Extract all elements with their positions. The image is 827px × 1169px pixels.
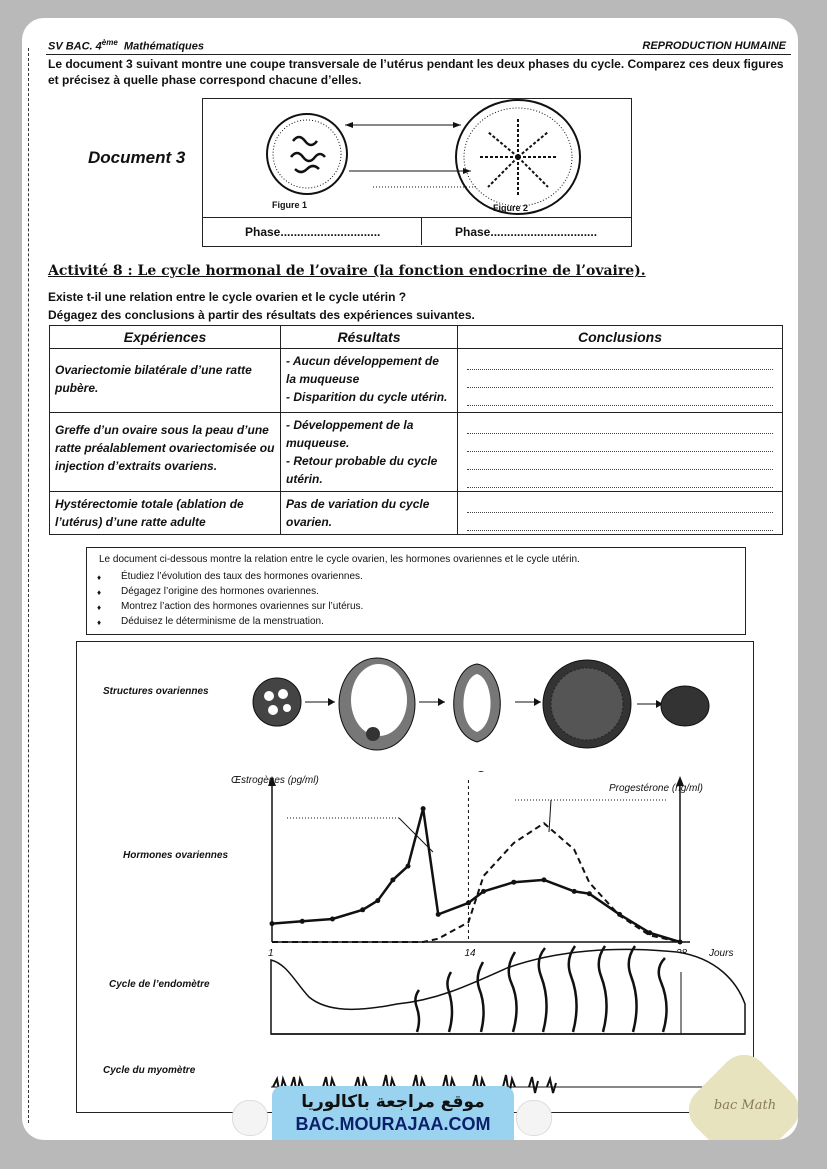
conclusion-cell[interactable] bbox=[458, 349, 783, 413]
ovarian-structures-drawing bbox=[77, 642, 753, 772]
header-course: SV BAC. 4ème Mathématiques bbox=[48, 38, 204, 53]
phase-figure2: Phase................................ bbox=[455, 225, 598, 239]
conclusion-cell[interactable] bbox=[458, 413, 783, 492]
site-name-arabic: موقع مراجعة باكالوريا bbox=[301, 1092, 485, 1112]
header-chapter: REPRODUCTION HUMAINE bbox=[642, 40, 786, 52]
series-line-oestrogens bbox=[272, 809, 680, 942]
experience-cell: Ovariectomie bilatérale d’une ratte pubère. bbox=[50, 349, 281, 413]
data-point-oestrogens bbox=[330, 917, 335, 922]
bac-math-badge-text: bac Math bbox=[713, 1098, 777, 1113]
y-axis-label-oestrogens: Œstrogènes (pg/ml) bbox=[231, 775, 319, 786]
row-label-endometre: Cycle de l’endomètre bbox=[109, 979, 210, 990]
uterus-sections-figure bbox=[203, 99, 631, 217]
document3-title: Document 3 bbox=[88, 148, 186, 167]
margin-dashed-line bbox=[28, 48, 29, 1123]
experience-cell: Hystérectomie totale (ablation de l’utérus) d’une ratte adulte bbox=[50, 492, 281, 535]
conclusion-cell[interactable] bbox=[458, 492, 783, 535]
results-cell: - Développement de la muqueuse. - Retour probable du cycle utérin. bbox=[281, 413, 458, 492]
table-header-row bbox=[50, 326, 783, 349]
row-label-myometre: Cycle du myomètre bbox=[103, 1065, 196, 1076]
bullet: ♦ bbox=[97, 573, 102, 582]
question-conclusions: Dégagez des conclusions à partir des résultats des expériences suivantes. bbox=[48, 308, 475, 322]
bullet: ♦ bbox=[97, 603, 102, 612]
ovarian-cycle-figure bbox=[76, 641, 754, 1113]
pointer-progesterone bbox=[549, 800, 551, 832]
site-logo-right bbox=[516, 1100, 552, 1136]
data-point-oestrogens bbox=[436, 912, 441, 917]
graafian-follicle bbox=[339, 658, 415, 750]
x-tick-label: 1 bbox=[268, 948, 274, 959]
header-resultats: Résultats bbox=[281, 326, 458, 349]
bullet: ♦ bbox=[97, 588, 102, 597]
site-banner[interactable] bbox=[272, 1086, 514, 1140]
row-label-hormones: Hormones ovariennes bbox=[123, 850, 229, 861]
experiments-table bbox=[49, 325, 783, 535]
ovulating-follicle bbox=[454, 664, 501, 772]
table-row bbox=[50, 413, 783, 492]
worksheet-page bbox=[22, 18, 798, 1140]
intro-text: Le document 3 suivant montre une coupe transversale de l’utérus pendant les deux phases du cycle. Comparez ces deux figures et précisez à quelle phase correspond chacune d’elles. bbox=[48, 57, 784, 87]
header-divider bbox=[46, 54, 791, 55]
primary-follicle bbox=[253, 678, 301, 726]
data-point-oestrogens bbox=[406, 864, 411, 869]
row-label-structures: Structures ovariennes bbox=[103, 686, 209, 697]
figure2-label: Figure 2 bbox=[493, 203, 529, 213]
regressing-corpus-luteum bbox=[661, 686, 709, 726]
phase-figure1: Phase.............................. bbox=[245, 225, 381, 239]
x-axis-unit: Jours bbox=[709, 948, 734, 959]
instruction-item: Dégagez l’origine des hormones ovariennes. bbox=[121, 586, 319, 597]
corpus-luteum bbox=[543, 660, 631, 748]
data-point-oestrogens bbox=[511, 880, 516, 885]
data-point-oestrogens bbox=[421, 806, 426, 811]
document3-box bbox=[202, 98, 632, 247]
data-point-oestrogens bbox=[481, 889, 486, 894]
instruction-item: Déduisez le déterminisme de la menstruation. bbox=[121, 616, 324, 627]
results-cell: Pas de variation du cycle ovarien. bbox=[281, 492, 458, 535]
data-point-oestrogens bbox=[542, 877, 547, 882]
data-point-oestrogens bbox=[390, 877, 395, 882]
data-point-oestrogens bbox=[360, 907, 365, 912]
table-row bbox=[50, 349, 783, 413]
data-point-oestrogens bbox=[572, 889, 577, 894]
instructions-box bbox=[86, 547, 746, 635]
data-point-oestrogens bbox=[466, 900, 471, 905]
instruction-item: Montrez l’action des hormones ovariennes sur l’utérus. bbox=[121, 601, 364, 612]
activity8-title: Activité 8 : Le cycle hormonal de l’ovaire (la fonction endocrine de l’ovaire). bbox=[48, 263, 646, 279]
instruction-item: Étudiez l’évolution des taux des hormones ovariennes. bbox=[121, 571, 363, 582]
endometrium-cycle-drawing bbox=[77, 942, 753, 1102]
data-point-oestrogens bbox=[300, 919, 305, 924]
y-axis-label-progesterone: Progestérone (ng/ml) bbox=[609, 783, 703, 794]
instructions-lead: Le document ci-dessous montre la relation entre le cycle ovarien, les hormones ovariennes et le cycle utérin. bbox=[99, 554, 580, 565]
question-relation: Existe t-il une relation entre le cycle ovarien et le cycle utérin ? bbox=[48, 290, 407, 304]
bullet: ♦ bbox=[97, 618, 102, 627]
site-logo-left bbox=[232, 1100, 268, 1136]
header-experiences: Expériences bbox=[50, 326, 281, 349]
x-tick-label: 14 bbox=[464, 948, 476, 959]
results-cell: - Aucun développement de la muqueuse - Disparition du cycle utérin. bbox=[281, 349, 458, 413]
data-point-oestrogens bbox=[587, 891, 592, 896]
site-url[interactable]: BAC.MOURAJAA.COM bbox=[295, 1114, 491, 1134]
data-point-oestrogens bbox=[375, 898, 380, 903]
header-conclusions: Conclusions bbox=[458, 326, 783, 349]
experience-cell: Greffe d’un ovaire sous la peau d’une ratte préalablement ovariectomisée ou injection d’extraits ovariens. bbox=[50, 413, 281, 492]
table-row bbox=[50, 492, 783, 535]
series-line-progesterone bbox=[272, 823, 680, 942]
data-point-oestrogens bbox=[270, 921, 275, 926]
figure1-label: Figure 1 bbox=[272, 200, 308, 210]
